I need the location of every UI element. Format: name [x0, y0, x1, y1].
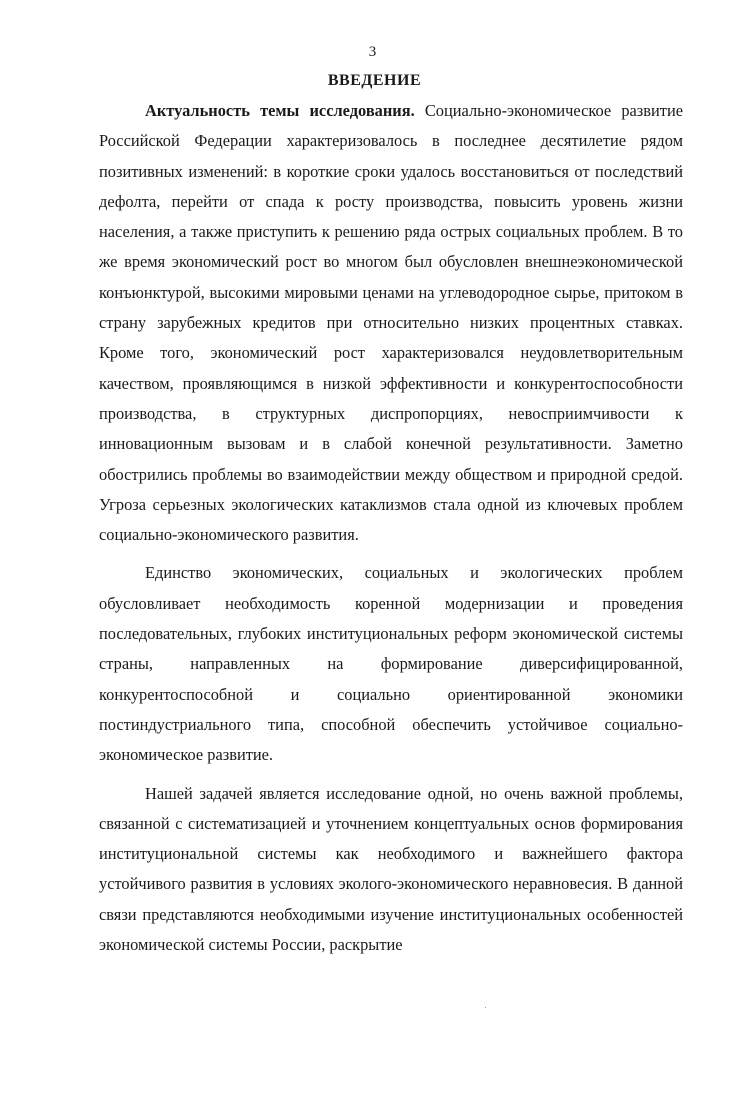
paragraph-lead: Актуальность темы исследования.: [145, 101, 415, 120]
paragraph-relevance: [99, 96, 683, 550]
paragraph-task: [99, 779, 683, 961]
paragraph-text: Социально-экономическое развитие Российской Федерации характеризовалось в последнее десятилетие рядом позитивных изменений: в короткие сроки удалось восстановиться от последствий дефолта, перейти от спада к росту производства, повысить уровень жизни населения, а также приступить к решению ряда острых социальных проблем. В то же время экономический рост во многом был обусловлен внешнеэкономической конъюнктурой, высокими мировыми ценами на углеводородное сырье, притоком в страну зарубежных кредитов при относительно низких процентных ставках. Кроме того, экономический рост характеризовался неудовлетворительным качеством, проявляющимся в низкой эффективности и конкурентоспособности производства, в структурных диспропорциях, невосприимчивости к инновационным вызовам и в слабой конечной результативности. Заметно обострились проблемы во взаимодействии между обществом и природной средой. Угроза серьезных экологических катаклизмов стала одной из ключевых проблем социально-экономического развития.: [99, 101, 683, 545]
paragraph-unity: [99, 558, 683, 770]
paragraph-text: Нашей задачей является исследование одной, но очень важной проблемы, связанной с систематизацией и уточнением концептуальных основ формирования институциональной системы как необходимого и важнейшего фактора устойчивого развития в условиях эколого-экономического неравновесия. В данной связи представляются необходимыми изучение институциональных особенностей экономической системы России, раскрытие: [99, 783, 683, 955]
paragraph-text: Единство экономических, социальных и экологических проблем обусловливает необходимость коренной модернизации и проведения последовательных, глубоких институциональных реформ экономической системы страны, направленных на формирование диверсифицированной, конкурентоспособной и социально ориентированной экономики постиндустриального типа, способной обеспечить устойчивое социально-экономическое развитие.: [99, 563, 683, 765]
body-text: [99, 96, 683, 960]
page-number: 3: [368, 44, 377, 60]
scan-speck: [485, 1007, 486, 1008]
page-title: ВВЕДЕНИЕ: [327, 72, 422, 89]
